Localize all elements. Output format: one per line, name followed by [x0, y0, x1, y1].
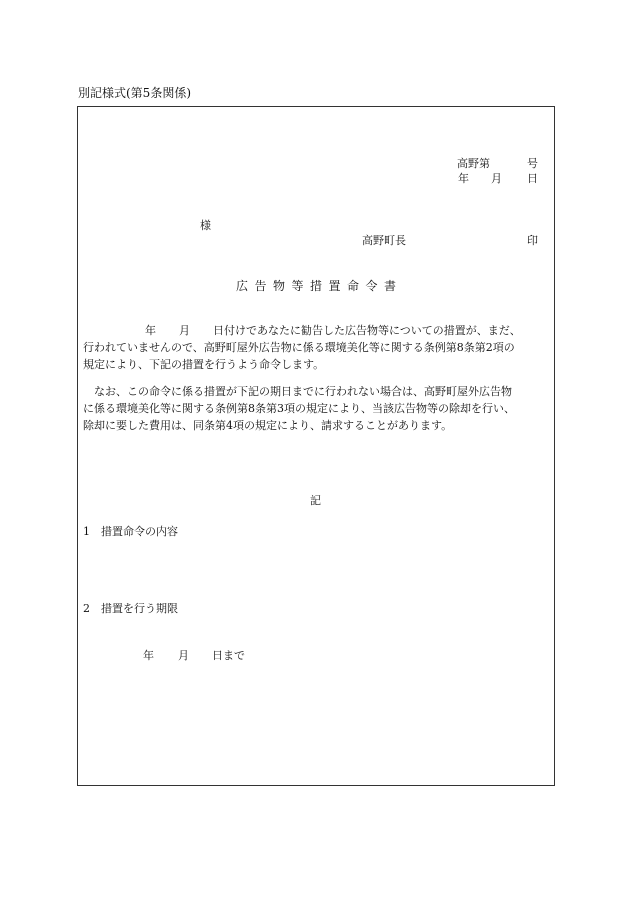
- document-frame: [77, 106, 555, 786]
- deadline-year: 年: [143, 649, 154, 662]
- issuer-title: 高野町長: [362, 234, 406, 247]
- p1-line3: 規定により、下記の措置を行うよう命令します。: [83, 358, 325, 371]
- item-1-label: 1 措置命令の内容: [83, 525, 178, 538]
- document-title: 広告物等措置命令書: [236, 279, 403, 293]
- p2-line3: 除却に要した費用は、同条第4項の規定により、請求することがあります。: [83, 419, 453, 432]
- doc-number-prefix: 高野第: [457, 157, 490, 170]
- doc-number-suffix: 号: [527, 157, 538, 170]
- date-day: 日: [527, 172, 538, 185]
- deadline-month: 月: [178, 649, 189, 662]
- form-caption: 別記様式(第5条関係): [78, 86, 191, 100]
- p1-month: 月: [179, 324, 190, 337]
- date-year: 年: [458, 172, 469, 185]
- p1-line2: 行われていませんので、高野町屋外広告物に係る環境美化等に関する条例第8条第2項の: [83, 341, 515, 354]
- issuer-seal: 印: [527, 234, 538, 247]
- p2-line2: に係る環境美化等に関する条例第8条第3項の規定により、当該広告物等の除却を行い、: [83, 402, 515, 415]
- p1-line1-rest: 日付けであなたに勧告した広告物等についての措置が、まだ、: [213, 324, 521, 337]
- p1-year: 年: [145, 324, 156, 337]
- ki-heading: 記: [310, 494, 321, 507]
- item-2-label: 2 措置を行う期限: [83, 602, 178, 615]
- date-month: 月: [491, 172, 502, 185]
- addressee-honorific: 様: [200, 219, 211, 232]
- p2-line1: なお、この命令に係る措置が下記の期日までに行われない場合は、高野町屋外広告物: [94, 385, 512, 398]
- deadline-day-until: 日まで: [212, 649, 245, 662]
